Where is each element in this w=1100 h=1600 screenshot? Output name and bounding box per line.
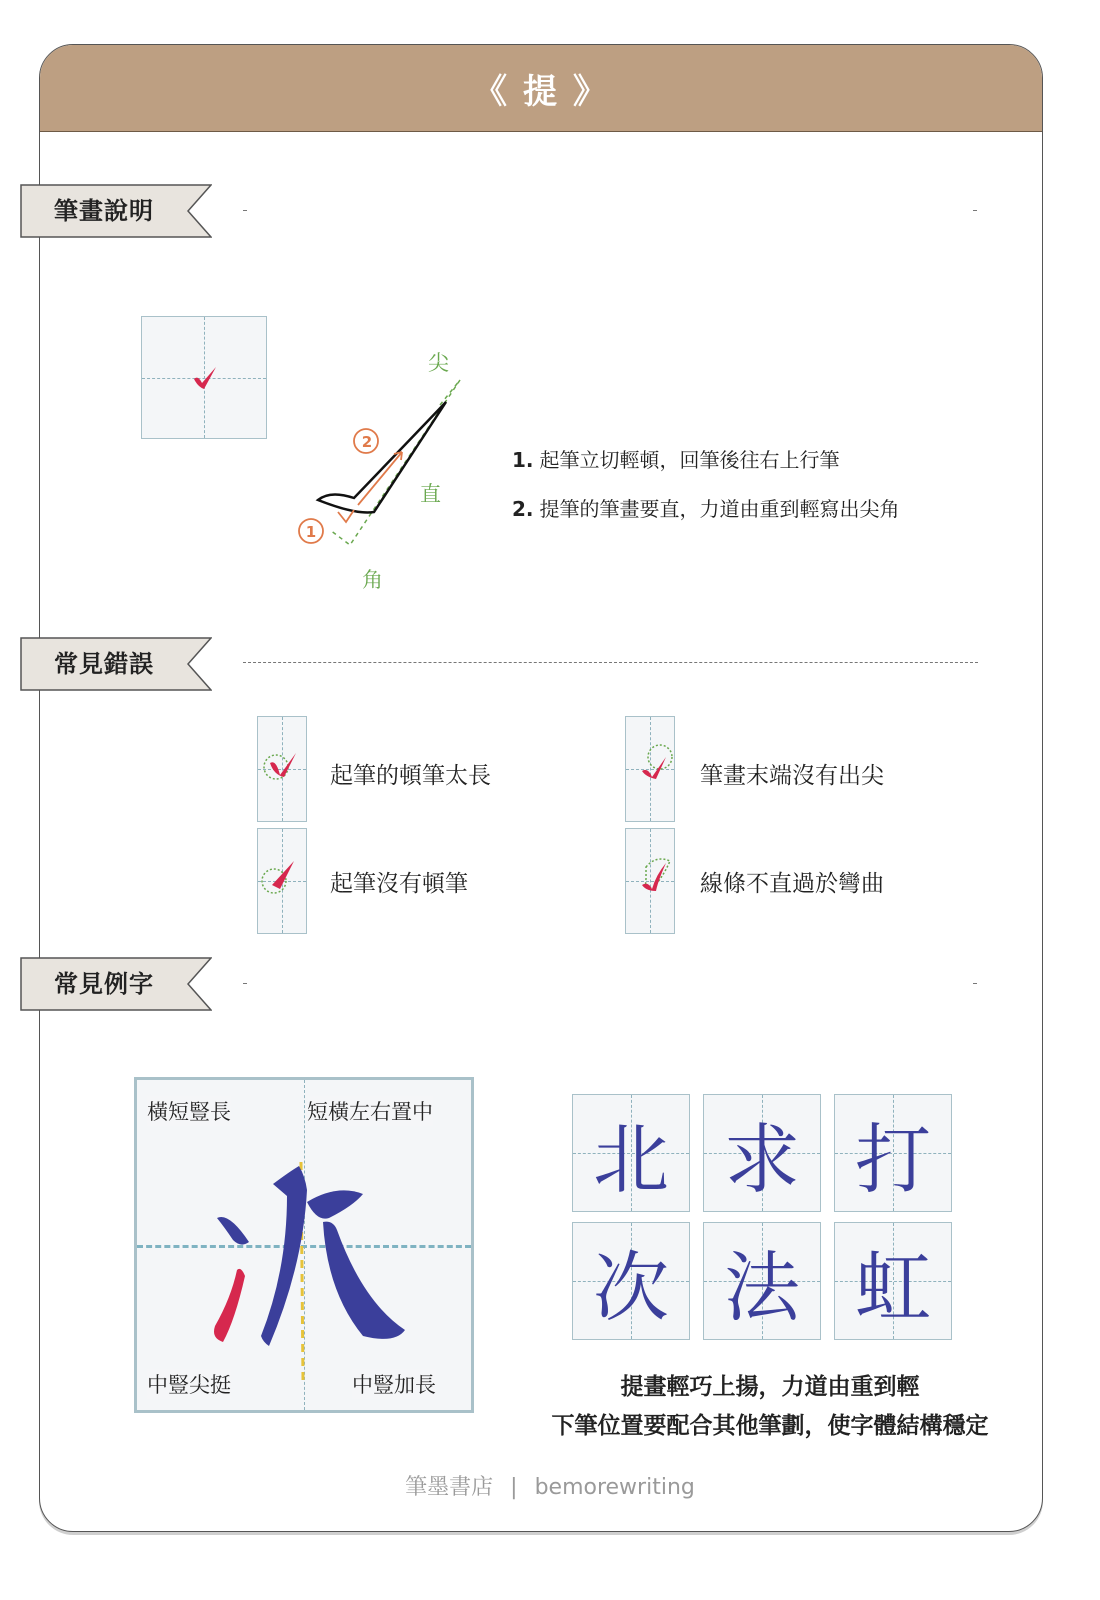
- mistake-grid: [257, 716, 307, 822]
- footer-site: bemorewriting: [534, 1475, 695, 1500]
- guide-outline: [330, 380, 460, 545]
- example-note-bottom-right: 中豎加長: [352, 1369, 436, 1399]
- mistake-stroke: [258, 717, 306, 821]
- stroke-sample-grid: [141, 316, 267, 439]
- mistake-label: 起筆的頓筆太長: [330, 763, 491, 789]
- instruction-number: 1.: [512, 448, 534, 472]
- section-tag-explanation: [20, 184, 212, 238]
- example-char-cell: [572, 1222, 690, 1340]
- mistake-stroke: [626, 829, 674, 933]
- footer: [0, 1470, 1100, 1501]
- example-note-top-left: 橫短豎長: [147, 1096, 231, 1126]
- caption-line-1: 提畫輕巧上揚，力道由重到輕: [620, 1374, 920, 1400]
- instruction-text: 起筆立切輕頓，回筆後往右上行筆: [539, 448, 840, 472]
- tip-label: 尖: [428, 351, 449, 375]
- corner-label: 角: [362, 568, 383, 592]
- example-char: 北: [593, 1114, 669, 1204]
- example-char: 打: [855, 1114, 931, 1204]
- footer-brand: 筆墨書店: [405, 1475, 494, 1500]
- mistake-label: 線條不直過於彎曲: [700, 871, 884, 897]
- example-char: 次: [593, 1242, 669, 1332]
- step-2-label: 2: [361, 433, 373, 451]
- stroke-sample: [142, 317, 266, 438]
- example-char-cell: [834, 1094, 952, 1212]
- divider-end: [973, 983, 977, 984]
- big-example-grid: [134, 1077, 474, 1413]
- section-divider: [243, 662, 978, 663]
- mistake-grid: [625, 828, 675, 934]
- example-char-cell: [703, 1094, 821, 1212]
- example-char: 虹: [855, 1242, 931, 1332]
- mistake-label: 筆畫末端沒有出尖: [700, 763, 884, 789]
- example-char-cell: [572, 1094, 690, 1212]
- mistake-stroke: [258, 829, 306, 933]
- example-char: 法: [724, 1242, 800, 1332]
- section-tag-mistakes: [20, 637, 212, 691]
- section-tag-examples: [20, 957, 212, 1011]
- instruction-text: 提筆的筆畫要直，力道由重到輕寫出尖角: [539, 497, 900, 521]
- example-note-top-right: 短橫左右置中: [307, 1096, 433, 1126]
- example-char: 求: [724, 1114, 800, 1204]
- step-1-label: 1: [305, 523, 317, 541]
- example-note-bottom-left: 中豎尖挺: [147, 1369, 231, 1399]
- instruction-1: [512, 444, 840, 473]
- divider-end: [973, 210, 977, 211]
- example-char-cell: [834, 1222, 952, 1340]
- divider-start: [243, 210, 247, 211]
- straight-label: 直: [420, 482, 441, 506]
- divider-start: [243, 983, 247, 984]
- mistake-grid: [625, 716, 675, 822]
- section-title: 筆畫說明: [54, 197, 154, 225]
- big-example-character: [137, 1080, 471, 1410]
- footer-separator: |: [510, 1475, 518, 1500]
- mistake-grid: [257, 828, 307, 934]
- caption-line-2: 下筆位置要配合其他筆劃，使字體結構穩定: [551, 1413, 989, 1439]
- page-title: 《 提 》: [40, 45, 1042, 132]
- instruction-2: [512, 493, 900, 522]
- instruction-number: 2.: [512, 497, 534, 521]
- section-title: 常見例字: [54, 970, 154, 998]
- mistake-stroke: [626, 717, 674, 821]
- section-title: 常見錯誤: [54, 650, 154, 678]
- stroke-diagram: [290, 340, 490, 590]
- example-char-cell: [703, 1222, 821, 1340]
- mistake-label: 起筆沒有頓筆: [330, 871, 468, 897]
